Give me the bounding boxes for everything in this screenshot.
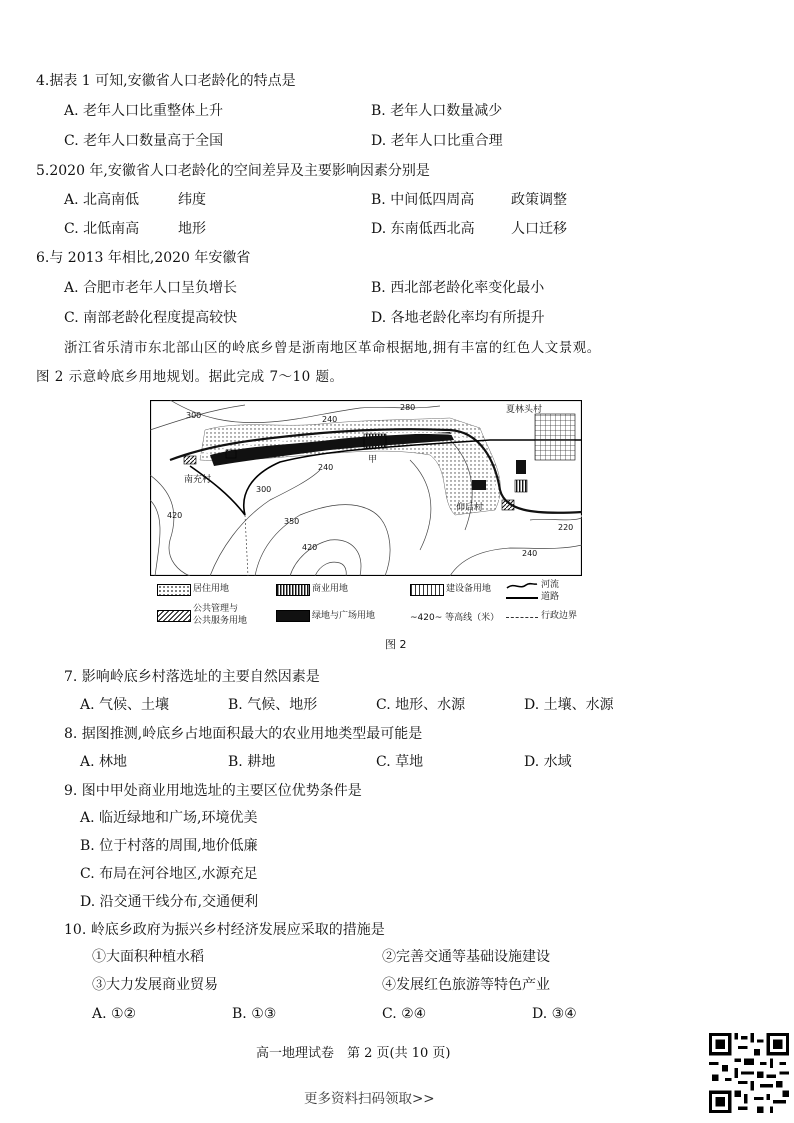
q5-option-d-factor: 人口迁移 bbox=[511, 221, 567, 237]
legend-label-border: 行政边界 bbox=[541, 611, 578, 621]
village-label-nanchong: 南充村 bbox=[184, 475, 212, 485]
q5-option-c-factor: 地形 bbox=[178, 221, 206, 237]
legend-label-reserve: 建设备用地 bbox=[446, 584, 492, 594]
q4-option-a: A. 老年人口比重整体上升 bbox=[64, 103, 224, 119]
question-4-stem: 4.据表 1 可知,安徽省人口老龄化的特点是 bbox=[36, 73, 296, 89]
question-8-stem: 8. 据图推测,岭底乡占地面积最大的农业用地类型最可能是 bbox=[64, 726, 423, 742]
contour-label: 420 bbox=[167, 511, 183, 520]
q4-option-c: C. 老年人口数量高于全国 bbox=[64, 133, 224, 149]
legend-label-river: 河流 bbox=[541, 580, 560, 590]
more-resources-link[interactable]: 更多资料扫码领取>> bbox=[304, 1091, 435, 1107]
q8-option-d: D. 水域 bbox=[524, 754, 572, 770]
question-7-stem: 7. 影响岭底乡村落选址的主要自然因素是 bbox=[64, 669, 320, 685]
passage-line-2: 图 2 示意岭底乡用地规划。据此完成 7～10 题。 bbox=[36, 369, 344, 385]
q9-option-a: A. 临近绿地和广场,环境优美 bbox=[80, 810, 258, 826]
qr-code-icon[interactable] bbox=[709, 1033, 789, 1113]
legend-label-residential: 居住用地 bbox=[193, 584, 230, 594]
land-use-map bbox=[150, 400, 582, 576]
q10-item-4: ④发展红色旅游等特色产业 bbox=[382, 977, 550, 993]
legend-road-icon bbox=[506, 597, 538, 599]
contour-label: 240 bbox=[322, 415, 338, 424]
contour-label: 300 bbox=[186, 411, 202, 420]
legend-border-icon bbox=[506, 617, 538, 618]
legend-label-green: 绿地与广场用地 bbox=[312, 611, 376, 621]
legend-swatch-commercial bbox=[276, 584, 310, 596]
q5-option-b: B. 中间低四周高 bbox=[371, 192, 475, 208]
q6-option-b: B. 西北部老龄化率变化最小 bbox=[371, 280, 545, 296]
q10-item-2: ②完善交通等基础设施建设 bbox=[382, 949, 550, 965]
q5-option-d: D. 东南低西北高 bbox=[371, 221, 475, 237]
q10-option-a: A. ①② bbox=[92, 1006, 137, 1022]
q10-option-b: B. ①③ bbox=[232, 1006, 277, 1022]
page-footer: 高一地理试卷 第 2 页(共 10 页) bbox=[256, 1046, 451, 1061]
q8-option-c: C. 草地 bbox=[376, 754, 424, 770]
village-label-yanghou: 仰后村 bbox=[456, 503, 484, 513]
q10-option-d: D. ③④ bbox=[532, 1006, 577, 1022]
village-label-xialintou: 夏林头村 bbox=[506, 405, 543, 415]
q7-option-a: A. 气候、土壤 bbox=[80, 697, 170, 713]
q6-option-d: D. 各地老龄化率均有所提升 bbox=[371, 310, 545, 326]
legend-river-icon bbox=[506, 581, 538, 591]
legend-swatch-residential bbox=[157, 584, 191, 596]
legend-swatch-public bbox=[157, 610, 191, 622]
q10-item-3: ③大力发展商业贸易 bbox=[92, 977, 218, 993]
q10-item-1: ①大面积种植水稻 bbox=[92, 949, 204, 965]
question-9-stem: 9. 图中甲处商业用地选址的主要区位优势条件是 bbox=[64, 783, 362, 799]
legend-label-public-2: 公共服务用地 bbox=[193, 616, 248, 626]
q5-option-b-factor: 政策调整 bbox=[511, 192, 567, 208]
legend-label-contour: ~420~ 等高线（米） bbox=[410, 613, 500, 623]
contour-label: 240 bbox=[318, 463, 334, 472]
q7-option-c: C. 地形、水源 bbox=[376, 697, 466, 713]
q8-option-b: B. 耕地 bbox=[228, 754, 276, 770]
q9-option-b: B. 位于村落的周围,地价低廉 bbox=[80, 838, 258, 854]
contour-label: 240 bbox=[522, 549, 538, 558]
legend-swatch-green bbox=[276, 610, 310, 622]
q8-option-a: A. 林地 bbox=[80, 754, 128, 770]
legend-label-public: 公共管理与 bbox=[193, 604, 239, 614]
figure-caption: 图 2 bbox=[385, 638, 407, 651]
contour-label: 280 bbox=[400, 403, 416, 412]
legend-label-road: 道路 bbox=[541, 592, 560, 602]
q4-option-b: B. 老年人口数量减少 bbox=[371, 103, 503, 119]
q9-option-d: D. 沿交通干线分布,交通便利 bbox=[80, 894, 259, 910]
question-6-stem: 6.与 2013 年相比,2020 年安徽省 bbox=[36, 250, 251, 266]
contour-label: 220 bbox=[558, 523, 574, 532]
q10-option-c: C. ②④ bbox=[382, 1006, 427, 1022]
legend-swatch-reserve bbox=[410, 584, 444, 596]
legend-label-commercial: 商业用地 bbox=[312, 584, 349, 594]
q5-option-a: A. 北高南低 bbox=[64, 192, 140, 208]
passage-line-1: 浙江省乐清市东北部山区的岭底乡曾是浙南地区革命根据地,拥有丰富的红色人文景观。 bbox=[64, 340, 601, 356]
contour-label: 420 bbox=[302, 543, 318, 552]
q4-option-d: D. 老年人口比重合理 bbox=[371, 133, 503, 149]
q5-option-a-factor: 纬度 bbox=[178, 192, 206, 208]
q7-option-b: B. 气候、地形 bbox=[228, 697, 318, 713]
question-5-stem: 5.2020 年,安徽省人口老龄化的空间差异及主要影响因素分别是 bbox=[36, 163, 430, 179]
site-label-jia: 甲 bbox=[368, 455, 378, 465]
q7-option-d: D. 土壤、水源 bbox=[524, 697, 614, 713]
contour-label: 350 bbox=[284, 517, 300, 526]
question-10-stem: 10. 岭底乡政府为振兴乡村经济发展应采取的措施是 bbox=[64, 922, 385, 938]
q9-option-c: C. 布局在河谷地区,水源充足 bbox=[80, 866, 258, 882]
q5-option-c: C. 北低南高 bbox=[64, 221, 140, 237]
contour-label: 300 bbox=[256, 485, 272, 494]
q6-option-a: A. 合肥市老年人口呈负增长 bbox=[64, 280, 238, 296]
q6-option-c: C. 南部老龄化程度提高较快 bbox=[64, 310, 238, 326]
